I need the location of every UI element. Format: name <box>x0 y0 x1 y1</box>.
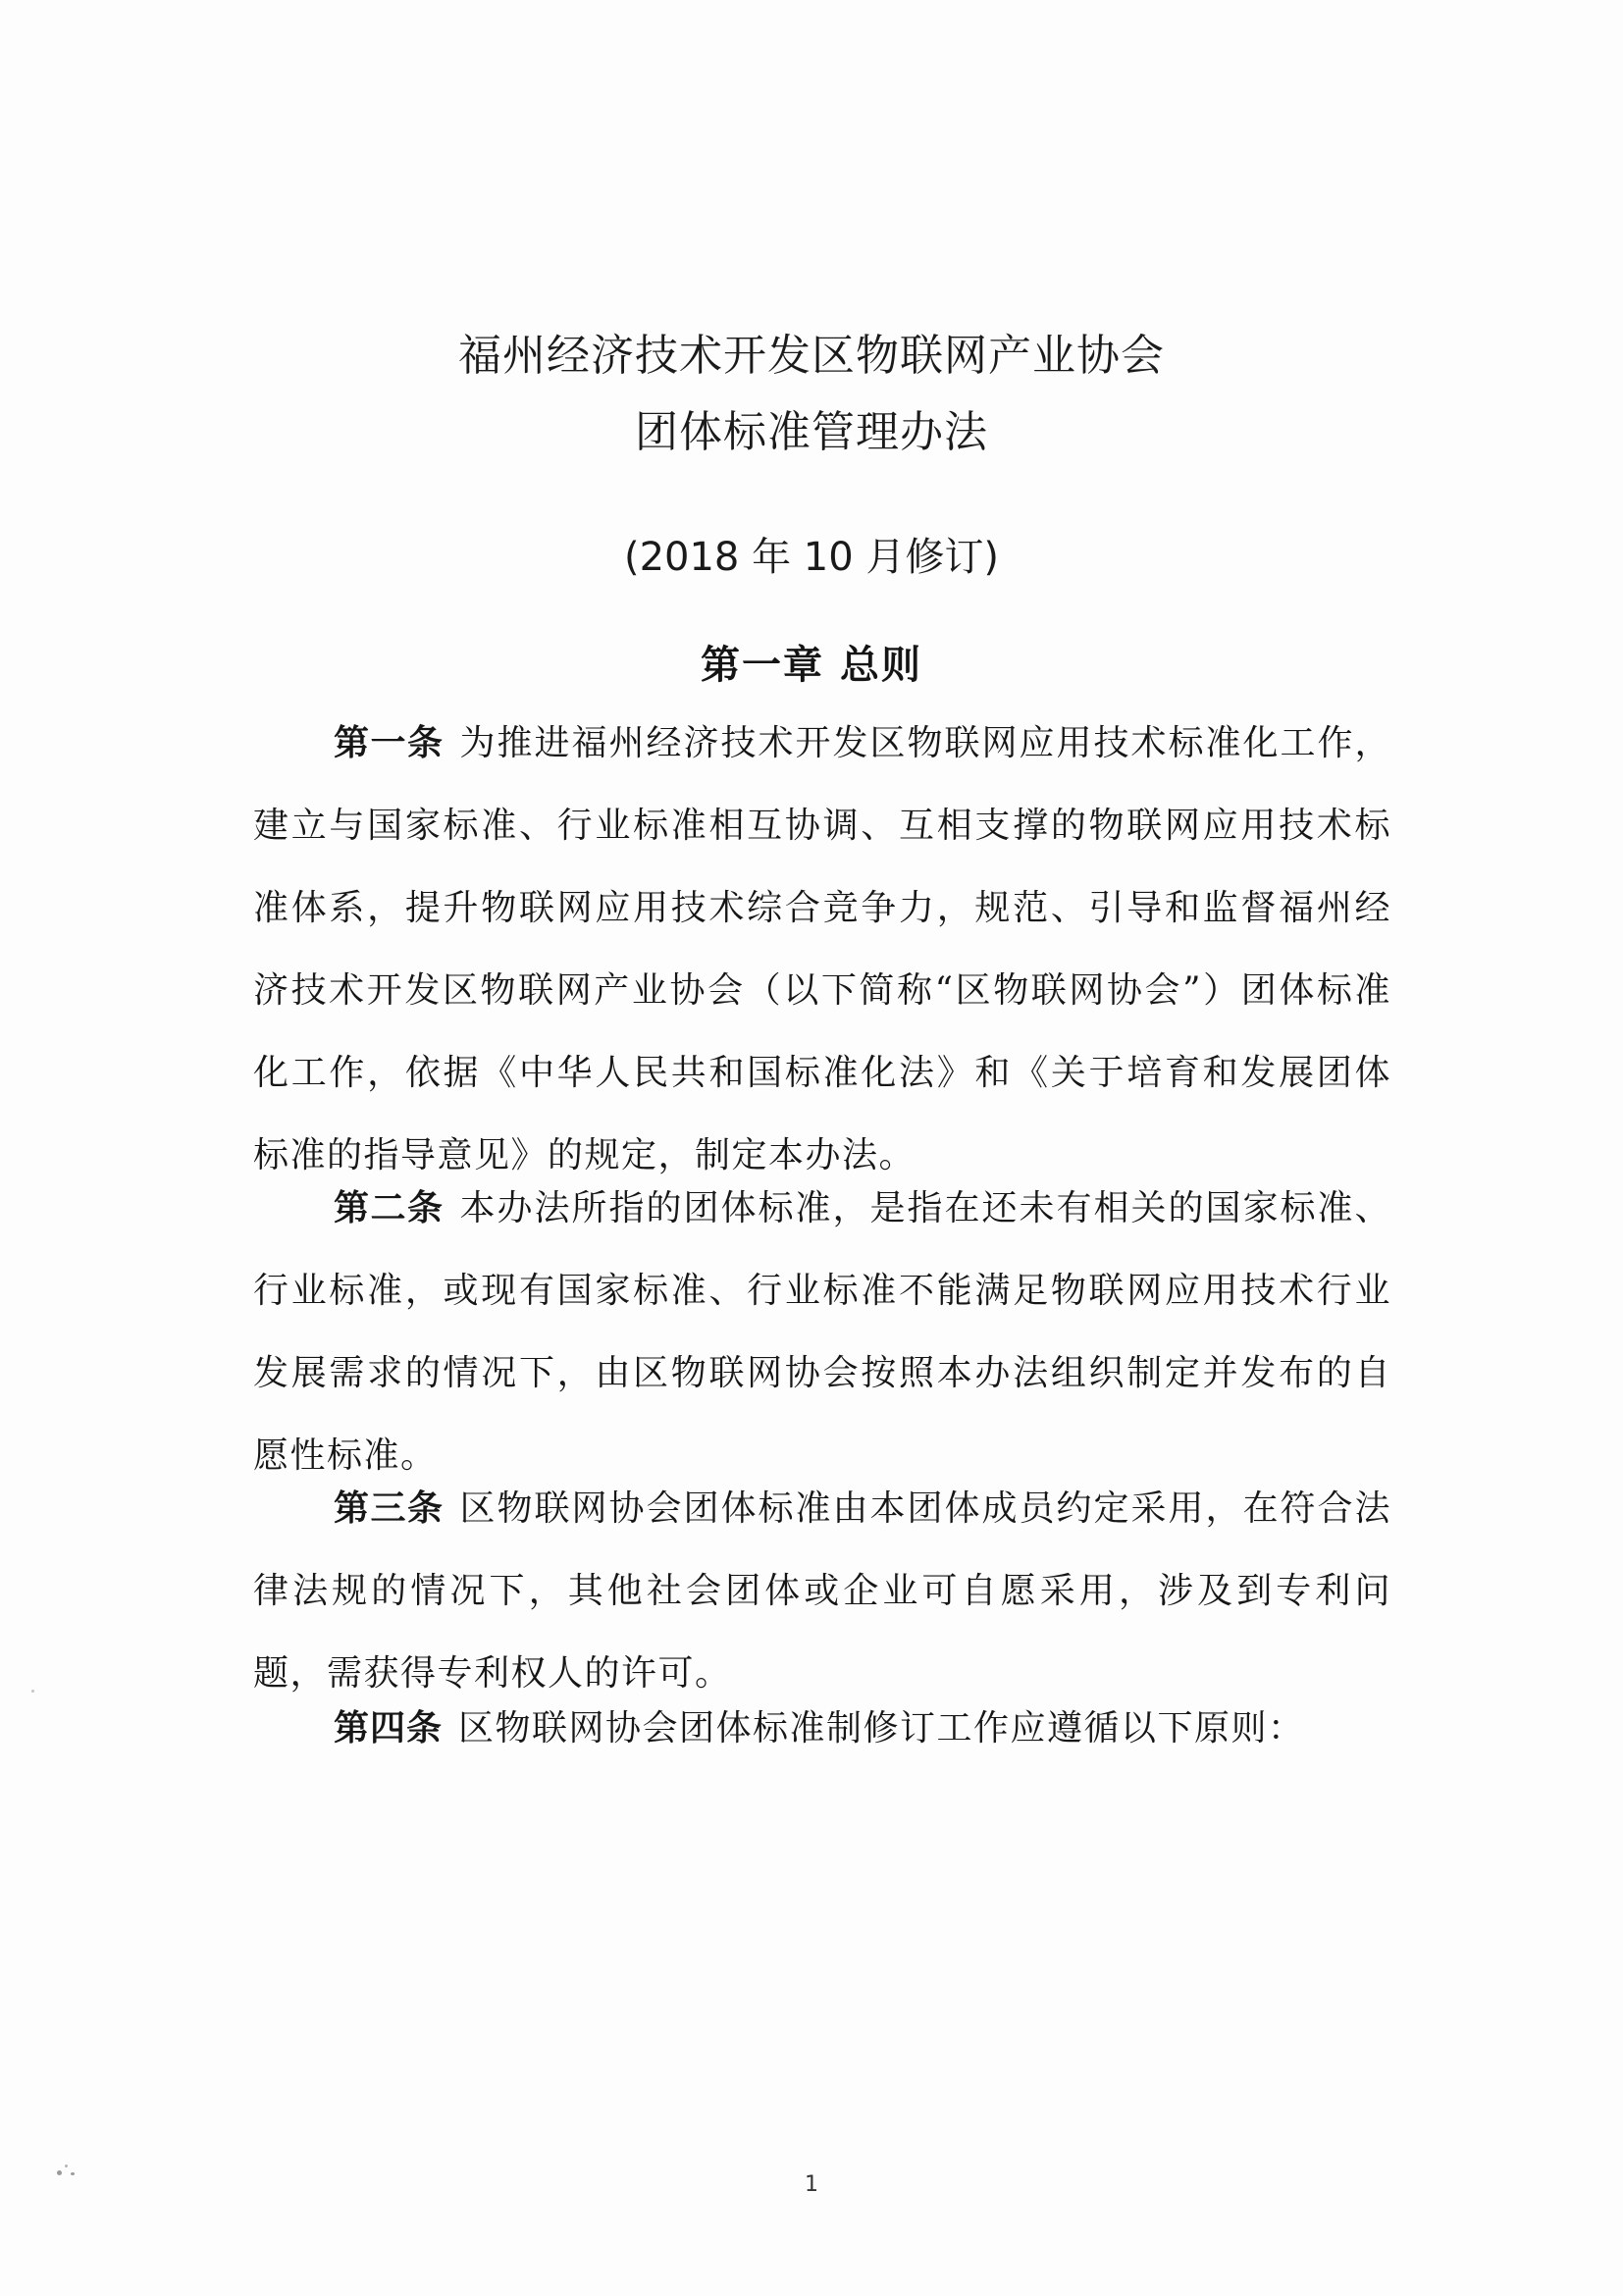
revision-note: (2018 年 10 月修订) <box>623 535 1000 580</box>
page-number: 1 <box>805 2172 818 2197</box>
article-label: 第三条 <box>334 1488 445 1529</box>
article-2 <box>253 1168 1391 1497</box>
article-text: 区物联网协会团体标准由本团体成员约定采用，在符合法律法规的情况下，其他社会团体或企业可自愿采用，涉及到专利问题，需获得专利权人的许可。 <box>253 1488 1391 1694</box>
scan-artifact <box>71 2172 75 2175</box>
article-label: 第二条 <box>334 1188 445 1228</box>
article-text: 为推进福州经济技术开发区物联网应用技术标准化工作，建立与国家标准、行业标准相互协调、互相支撑的物联网应用技术标准体系，提升物联网应用技术综合竞争力，规范、引导和监督福州经济技术开发区物联网产业协会（以下简称“区物联网协会”）团体标准化工作，依据《中华人民共和国标准化法》和《关于培育和发展团体标准的指导意见》的规定，制定本办法。 <box>253 723 1391 1175</box>
document-title-line-1: 福州经济技术开发区物联网产业协会 <box>458 331 1165 381</box>
article-text: 区物联网协会团体标准制修订工作应遵循以下原则： <box>458 1708 1305 1748</box>
article-3 <box>253 1468 1391 1715</box>
article-label: 第四条 <box>334 1708 444 1748</box>
article-label: 第一条 <box>334 723 445 763</box>
article-text: 本办法所指的团体标准，是指在还未有相关的国家标准、行业标准，或现有国家标准、行业标准不能满足物联网应用技术行业发展需求的情况下，由区物联网协会按照本办法组织制定并发布的自愿性标准。 <box>253 1188 1391 1476</box>
document-title-line-2: 团体标准管理办法 <box>635 407 988 457</box>
scan-artifact <box>57 2170 62 2175</box>
chapter-heading: 第一章 总则 <box>701 643 922 688</box>
scan-artifact <box>65 2165 68 2167</box>
article-4 <box>253 1688 1391 1770</box>
scan-artifact <box>31 1690 34 1693</box>
article-1 <box>253 703 1391 1197</box>
